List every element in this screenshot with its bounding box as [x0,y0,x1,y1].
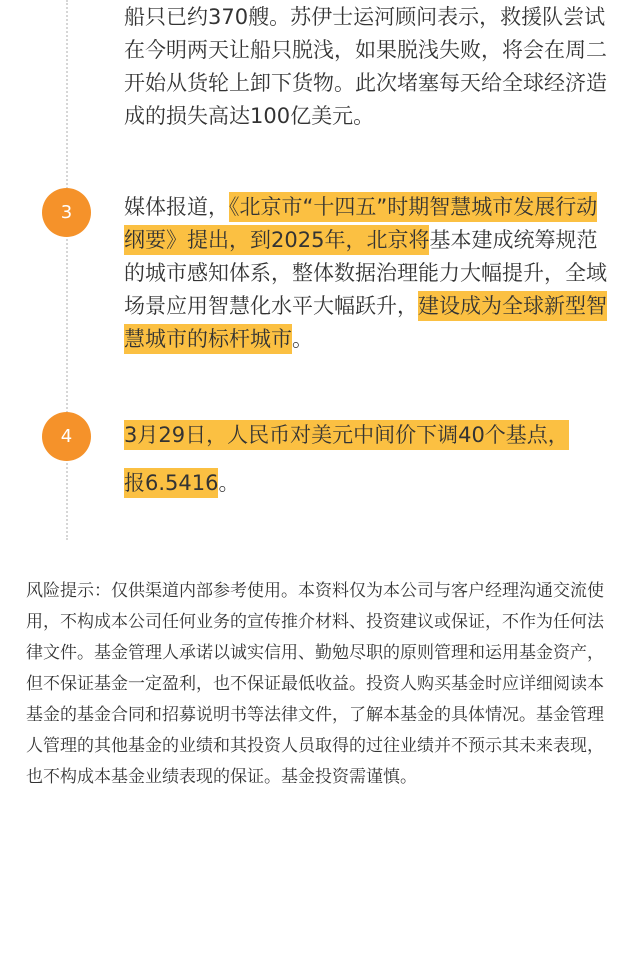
news-item-3-seg1: 媒体报道， [124,195,229,219]
badge-number: 4 [60,426,73,447]
badge-number: 3 [60,202,73,223]
risk-disclaimer [26,576,616,793]
news-item-4-text [124,419,608,500]
news-item-4-highlight-line2: 报6.5416 [124,468,218,498]
news-item-4-tail: 。 [218,471,240,495]
news-item-4-highlight-line1: 3月29日，人民币对美元中间价下调40个基点， [124,420,569,450]
news-item-3-seg3: 基本建成统筹规范的城市感知体系，整体数据治理能力大幅提升，全域场景应用智慧化水平大幅跃升， [124,228,607,318]
news-item-3-text [124,191,608,356]
risk-disclaimer-text: 风险提示：仅供渠道内部参考使用。本资料仅为本公司与客户经理沟通交流使用，不构成本公司任何业务的宣传推介材料、投资建议或保证，不作为任何法律文件。基金管理人承诺以诚实信用、勤勉尽职的原则管理和运用基金资产，但不保证基金一定盈利，也不保证最低收益。投资人购买基金时应详细阅读本基金的基金合同和招募说明书等法律文件，了解本基金的具体情况。基金管理人管理的其他基金的业绩和其投资人员取得的过往业绩并不预示其未来表现，也不构成本基金业绩表现的保证。基金投资需谨慎。 [26,581,604,787]
news-item-2-text [124,1,608,133]
news-item-3-seg5: 。 [292,327,313,351]
news-item-2-body: 船只已约370艘。苏伊士运河顾问表示，救援队尝试在今明两天让船只脱浅，如果脱浅失败，将会在周二开始从货轮上卸下货物。此次堵塞每天给全球经济造成的损失高达100亿美元。 [124,5,607,128]
news-item-3-highlight-1: 《北京市“十四五”时期智慧城市发展行动纲要》提出，到2025年，北京将 [124,192,597,255]
news-item-3-highlight-2: 建设成为全球新型智慧城市的标杆城市 [124,291,607,354]
news-item-4-number-badge [42,412,91,461]
news-item-3-number-badge [42,188,91,237]
